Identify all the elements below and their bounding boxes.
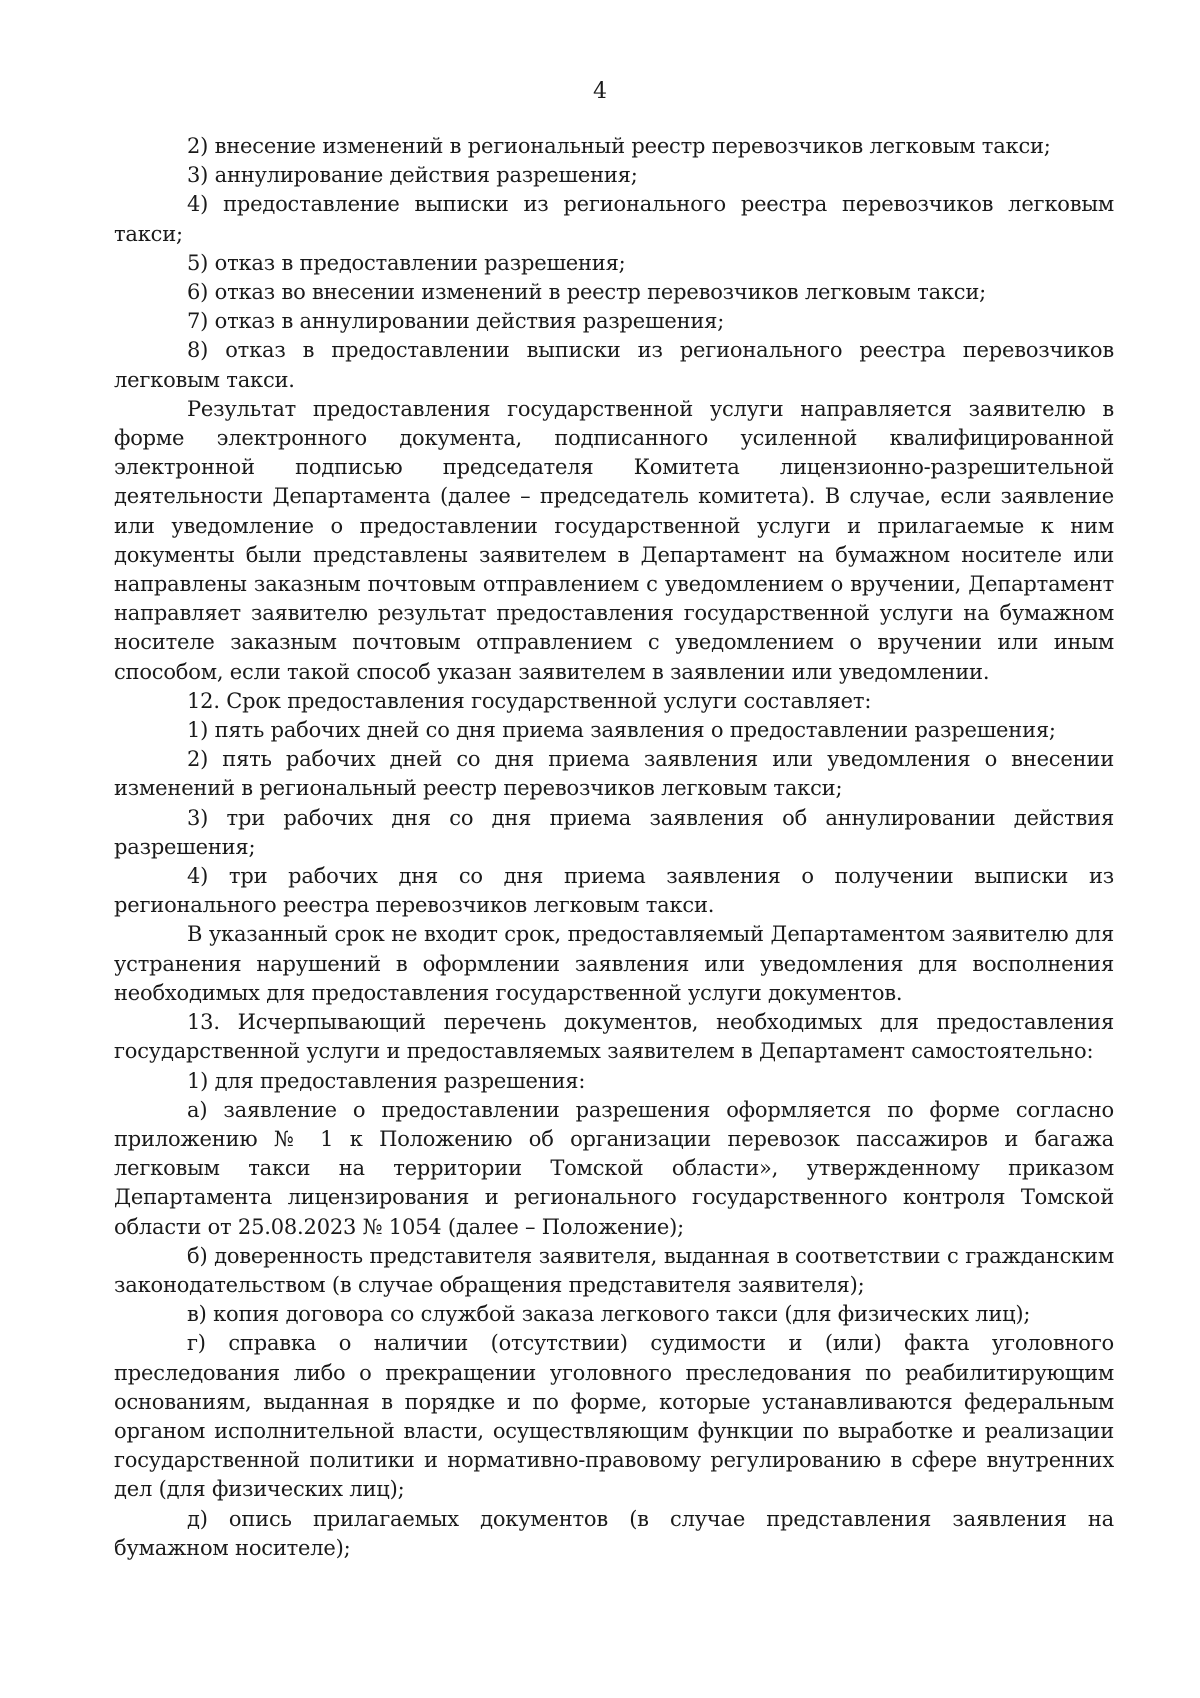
paragraph: 12. Срок предоставления государственной услуги составляет:	[187, 688, 872, 713]
paragraph: 8) отказ в предоставлении выписки из регионального реестра перевозчиков легковым такси.	[114, 338, 1114, 392]
page-number: 4	[593, 79, 607, 104]
paragraph: 4) предоставление выписки из регионального реестра перевозчиков легковым такси;	[114, 192, 1114, 246]
paragraph: 5) отказ в предоставлении разрешения;	[187, 250, 626, 275]
paragraph: 1) для предоставления разрешения:	[187, 1068, 586, 1093]
paragraph: 3) аннулирование действия разрешения;	[187, 163, 638, 188]
paragraph: д) опись прилагаемых документов (в случае представления заявления на бумажном носителе);	[114, 1506, 1114, 1560]
paragraph: В указанный срок не входит срок, предоставляемый Департаментом заявителю для устранения нарушений в оформлении заявления или уведомления для восполнения необходимых для предоставления государственной услуги документов.	[114, 922, 1114, 1005]
paragraph: г) справка о наличии (отсутствии) судимости и (или) факта уголовного преследования либо о прекращении уголовного преследования по реабилитирующим основаниям, выданная в порядке и по форме, которые устанавливаются федеральным органом исполнительной власти, осуществляющим функции по выработке и реализации государственной политики и нормативно-правовому регулированию в сфере внутренних дел (для физических лиц);	[114, 1331, 1114, 1502]
paragraph: 3) три рабочих дня со дня приема заявления об аннулировании действия разрешения;	[114, 805, 1114, 859]
paragraph: б) доверенность представителя заявителя, выданная в соответствии с гражданским законодательством (в случае обращения представителя заявителя);	[114, 1243, 1114, 1297]
paragraph: 1) пять рабочих дней со дня приема заявления о предоставлении разрешения;	[187, 718, 1056, 743]
paragraph: 7) отказ в аннулировании действия разрешения;	[187, 309, 725, 334]
paragraph: 4) три рабочих дня со дня приема заявления о получении выписки из регионального реестра перевозчиков легковым такси.	[114, 864, 1114, 918]
paragraph: 13. Исчерпывающий перечень документов, необходимых для предоставления государственной услуги и предоставляемых заявителем в Департамент самостоятельно:	[114, 1010, 1114, 1064]
paragraph: 6) отказ во внесении изменений в реестр перевозчиков легковым такси;	[187, 280, 987, 305]
paragraph: Результат предоставления государственной услуги направляется заявителю в форме электронного документа, подписанного усиленной квалифицированной электронной подписью председателя Комитета лицензионно-разрешительной деятельности Департамента (далее – председатель комитета). В случае, если заявление или уведомление о предоставлении государственной услуги и прилагаемые к ним документы были представлены заявителем в Департамент на бумажном носителе или направлены заказным почтовым отправлением с уведомлением о вручении, Департамент направляет заявителю результат предоставления государственной услуги на бумажном носителе заказным почтовым отправлением с уведомлением о вручении или иным способом, если такой способ указан заявителем в заявлении или уведомлении.	[114, 396, 1114, 684]
paragraph: 2) пять рабочих дней со дня приема заявления или уведомления о внесении изменений в региональный реестр перевозчиков легковым такси;	[114, 747, 1114, 801]
paragraph: а) заявление о предоставлении разрешения оформляется по форме согласно приложению № 1 к Положению об организации перевозок пассажиров и багажа легковым такси на территории Томской области», утвержденному приказом Департамента лицензирования и регионального государственного контроля Томской области от 25.08.2023 № 1054 (далее – Положение);	[114, 1097, 1114, 1239]
paragraph: в) копия договора со службой заказа легкового такси (для физических лиц);	[187, 1302, 1031, 1327]
document-body	[114, 132, 1114, 1563]
paragraph: 2) внесение изменений в региональный реестр перевозчиков легковым такси;	[187, 134, 1051, 158]
